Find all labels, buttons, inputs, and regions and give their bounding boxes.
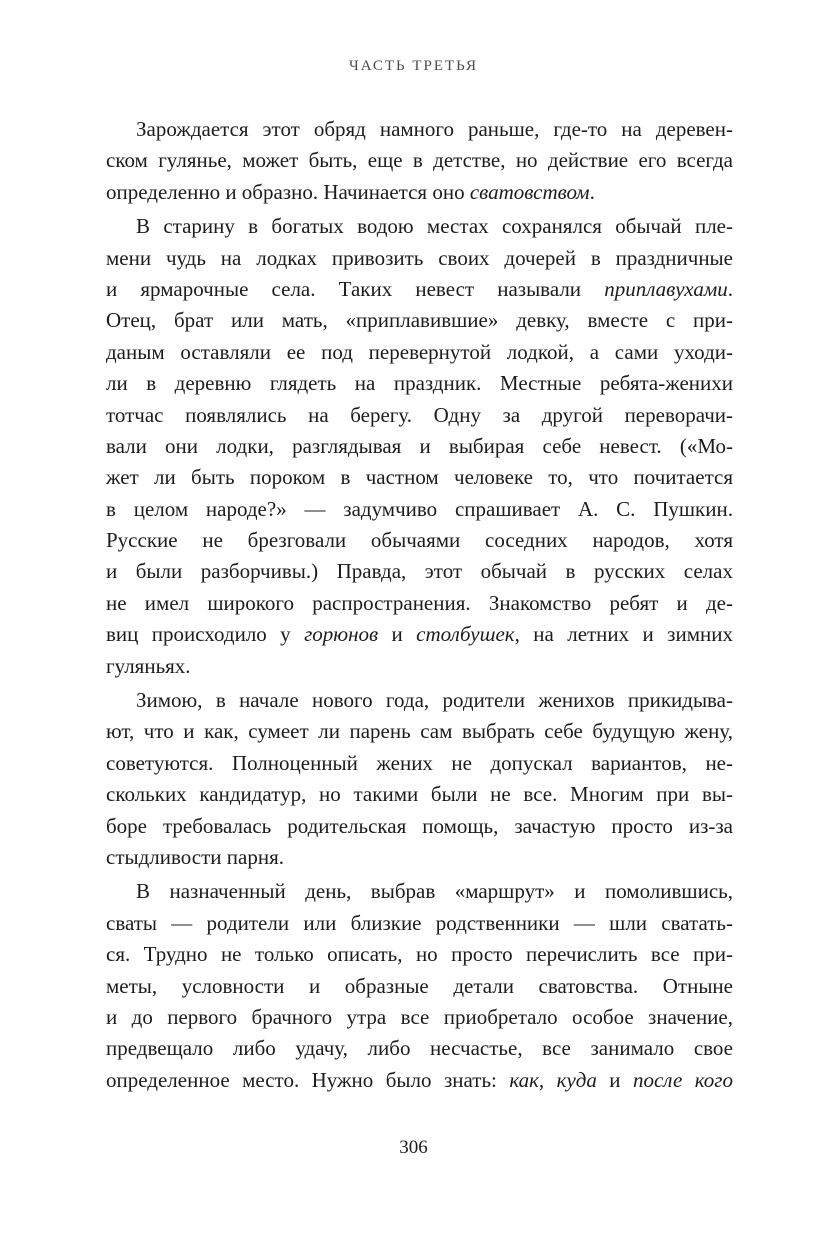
text-segment: .: [727, 276, 733, 301]
text-line: [106, 748, 733, 779]
text-line: [106, 368, 733, 399]
text-segment: жет ли быть пороком в частном человеке то, что почитается: [106, 465, 733, 490]
text-segment: ют, что и как, сумеет ли парень сам выбрать себе будущую жену,: [106, 719, 733, 744]
text-line: [106, 716, 733, 747]
body-text: [106, 114, 733, 1096]
text-line: [106, 243, 733, 274]
text-line: [106, 971, 733, 1002]
text-segment: В назначенный день, выбрав «маршрут» и помолившись,: [136, 879, 733, 904]
text-line: [106, 556, 733, 587]
text-segment: определенно и образно. Начинается оно: [106, 179, 470, 204]
running-head: ЧАСТЬ ТРЕТЬЯ: [348, 58, 478, 74]
text-line: [106, 842, 733, 873]
text-segment: и: [378, 622, 417, 647]
italic-term: горюнов: [304, 622, 379, 647]
text-segment: боре требовалась родительская помощь, зачастую просто из-за: [106, 813, 733, 838]
text-line: [106, 431, 733, 462]
text-segment: в целом народе?» — задумчиво спрашивает А. С. Пушкин.: [106, 496, 733, 521]
italic-term: как, куда: [509, 1067, 597, 1092]
text-segment: ли в деревню глядеть на праздник. Местные ребята-женихи: [106, 371, 733, 396]
paragraph: [106, 876, 733, 1096]
text-line: [106, 685, 733, 716]
text-segment: советуются. Полноценный жених не допускал вариантов, не-: [106, 750, 733, 775]
text-segment: Зарождается этот обряд намного раньше, где-то на деревен-: [136, 117, 733, 141]
text-line: [106, 908, 733, 939]
text-segment: .: [589, 179, 595, 204]
italic-term: после кого: [632, 1067, 733, 1092]
text-line: [106, 939, 733, 970]
text-segment: Зимою, в начале нового года, родители женихов прикидыва-: [136, 688, 733, 713]
paragraph: [106, 114, 733, 208]
text-segment: меты, условности и образные детали сватовства. Отныне: [106, 973, 733, 998]
text-segment: определенное место. Нужно было знать:: [106, 1067, 510, 1092]
text-line: [106, 651, 733, 682]
text-line: [106, 274, 733, 305]
text-segment: предвещало либо удачу, либо несчастье, все занимало свое: [106, 1036, 733, 1061]
text-line: [106, 305, 733, 336]
paragraph: [106, 211, 733, 682]
text-line: [106, 211, 733, 242]
text-segment: и ярмарочные села. Таких невест называли: [106, 276, 605, 301]
text-segment: , на летних и зимних: [514, 622, 733, 647]
paragraph: [106, 685, 733, 873]
text-line: [106, 462, 733, 493]
text-segment: и: [596, 1067, 633, 1092]
text-segment: и до первого брачного утра все приобретало особое значение,: [106, 1004, 733, 1029]
text-line: [106, 145, 733, 176]
text-line: [106, 337, 733, 368]
text-segment: и были разборчивы.) Правда, этот обычай в русских селах: [106, 559, 733, 584]
text-segment: стыдливости парня.: [106, 844, 284, 869]
text-segment: даным оставляли ее под перевернутой лодкой, а сами уходи-: [106, 339, 733, 364]
italic-term: приплавухами: [604, 276, 728, 301]
italic-term: столбушек: [416, 622, 515, 647]
text-line: [106, 1065, 733, 1096]
text-segment: тотчас появлялись на берегу. Одну за другой переворачи-: [106, 402, 733, 427]
text-segment: ся. Трудно не только описать, но просто перечислить все при-: [106, 942, 733, 967]
text-segment: сваты — родители или близкие родственники — шли сватать-: [106, 910, 733, 935]
text-line: [106, 876, 733, 907]
text-segment: Русские не брезговали обычаями соседних народов, хотя: [106, 528, 733, 553]
text-line: [106, 400, 733, 431]
text-line: [106, 588, 733, 619]
text-segment: не имел широкого распространения. Знакомство ребят и де-: [106, 590, 733, 615]
text-line: [106, 114, 733, 145]
text-line: [106, 1033, 733, 1064]
text-segment: Отец, брат или мать, «приплавившие» девку, вместе с при-: [106, 308, 733, 333]
text-line: [106, 177, 733, 208]
text-segment: скольких кандидатур, но такими были не все. Многим при вы-: [106, 782, 733, 807]
text-line: [106, 494, 733, 525]
text-line: [106, 811, 733, 842]
text-line: [106, 1002, 733, 1033]
text-line: [106, 779, 733, 810]
text-segment: гуляньях.: [106, 653, 191, 678]
text-segment: виц происходило у: [106, 622, 305, 647]
italic-term: сватовством: [469, 179, 590, 204]
text-line: [106, 619, 733, 650]
text-segment: В старину в богатых водою местах сохранялся обычай пле-: [136, 214, 733, 239]
text-line: [106, 525, 733, 556]
text-segment: вали они лодки, разглядывая и выбирая себе невест. («Мо-: [106, 433, 733, 458]
text-segment: ском гулянье, может быть, еще в детстве, но действие его всегда: [106, 148, 733, 173]
page-number: 306: [399, 1137, 428, 1158]
text-segment: мени чудь на лодках привозить своих дочерей в праздничные: [106, 245, 733, 270]
